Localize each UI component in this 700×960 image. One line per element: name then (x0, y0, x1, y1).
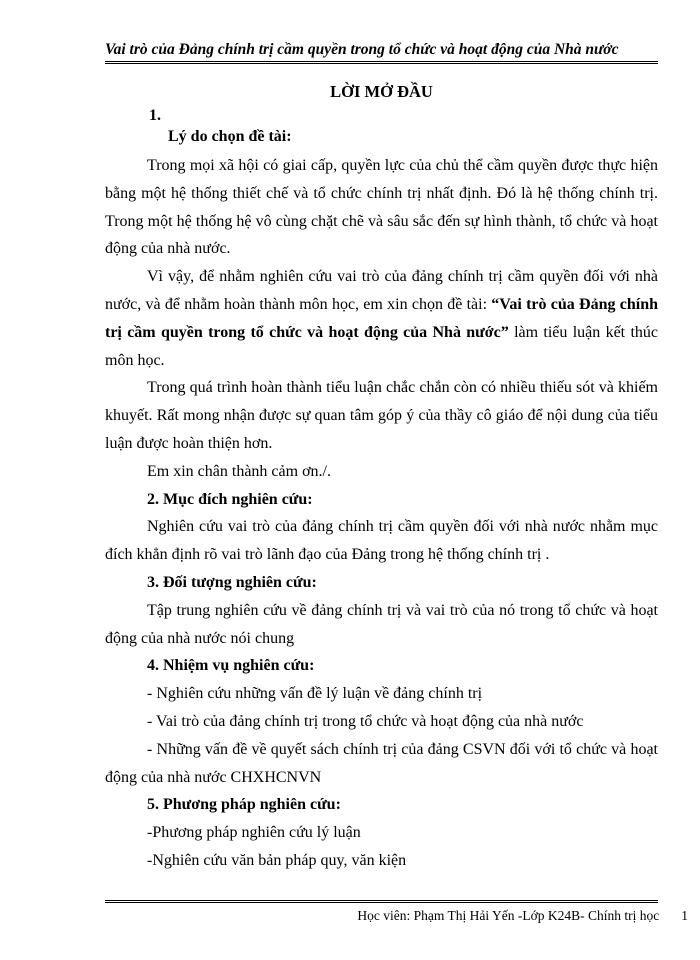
section-1-number: 1. (149, 107, 161, 124)
text: làm tiểu luận kết thúc môn học. (105, 323, 659, 369)
running-header: Vai trò của Đảng chính trị cầm quyền trong tổ chức và hoạt động của Nhà nước (105, 40, 658, 64)
paragraph: Em xin chân thành cảm ơn./. (147, 462, 331, 480)
running-footer (105, 908, 688, 924)
footer-divider (105, 900, 658, 903)
footer-text: Học viên: Phạm Thị Hải Yến -Lớp K24B- Chính trị học (357, 908, 660, 923)
page-number: 1 (681, 908, 688, 923)
paragraph (105, 263, 658, 374)
list-item: -Phương pháp nghiên cứu lý luận (147, 824, 361, 842)
page-title: LỜI MỞ ĐẦU (330, 82, 433, 101)
topic-title: “Vai trò của Đảng chính trị cầm quyền trong tổ chức và hoạt động của Nhà nước” (105, 295, 659, 341)
section-3-heading: 3. Đối tượng nghiên cứu: (147, 573, 317, 591)
list-item: - Vai trò của đảng chính trị trong tổ chức và hoạt động của nhà nước (147, 712, 584, 730)
section-5-heading: 5. Phương pháp nghiên cứu: (147, 796, 341, 814)
paragraph: Tập trung nghiên cứu về đảng chính trị và vai trò của nó trong tổ chức và hoạt động của nhà nước nói chung (105, 601, 658, 647)
paragraph: Trong mọi xã hội có giai cấp, quyền lực của chủ thể cầm quyền được thực hiện bằng một hệ thống thiết chế và tổ chức chính trị nhất định. Đó là hệ thống chính trị. Trong một hệ thống hệ vô cùng chặt chẽ và sâu sắc đến sự hình thành, tổ chức và hoạt động của nhà nước. (105, 157, 658, 258)
paragraph: Trong quá trình hoàn thành tiểu luận chắc chắn còn có nhiều thiếu sót và khiếm khuyết. Rất mong nhận được sự quan tâm góp ý của thầy cô giáo để nội dung của tiểu luận được hoàn thiện hơn. (105, 379, 658, 452)
paragraph: Nghiên cứu vai trò của đảng chính trị cầm quyền đối với nhà nước nhằm mục đích khẳn định rõ vai trò lãnh đạo của Đảng trong hệ thống chính trị . (105, 518, 658, 564)
list-item: - Những vấn đề về quyết sách chính trị của đảng CSVN đối với tổ chức và hoạt động của nhà nước CHXHCNVN (105, 740, 658, 786)
text: Vì vậy, để nhằm nghiên cứu vai trò của đảng chính trị cầm quyền đối với nhà nước, và để nhằm hoàn thành môn học, em xin chọn đề tài: (105, 268, 658, 313)
list-item: -Nghiên cứu văn bản pháp quy, văn kiện (147, 851, 407, 869)
section-2-heading: 2. Mục đích nghiên cứu: (147, 490, 313, 508)
document-body (105, 80, 658, 875)
section-4-heading: 4. Nhiệm vụ nghiên cứu: (147, 657, 315, 675)
section-1-heading: Lý do chọn đề tài: (168, 128, 292, 145)
list-item: - Nghiên cứu những vấn đề lý luận về đảng chính trị (147, 685, 483, 703)
